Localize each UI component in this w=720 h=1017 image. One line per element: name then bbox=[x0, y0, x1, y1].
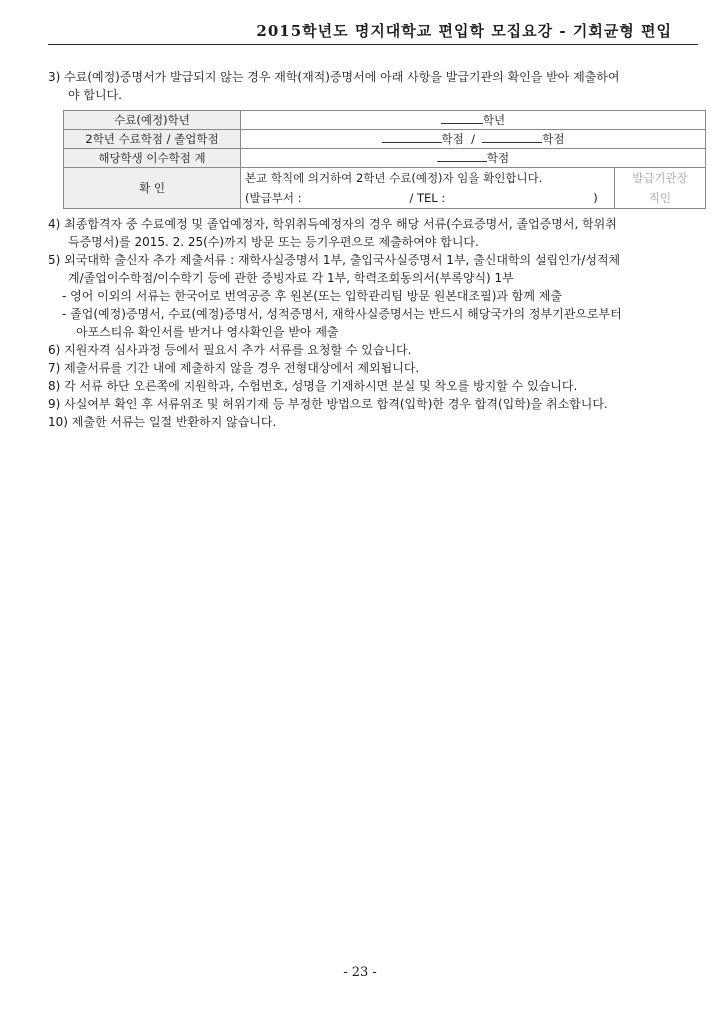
page-header-title: 2015학년도 명지대학교 편입학 모집요강 - 기회균형 편입 bbox=[256, 22, 672, 40]
header-rule bbox=[48, 44, 698, 45]
confirmation-table bbox=[63, 110, 706, 209]
section-3-line-1: 3) 수료(예정)증명서가 발급되지 않는 경우 재학(재적)증명서에 아래 사항을 발급기관의 확인을 받아 제출하여 bbox=[48, 70, 620, 84]
table-row bbox=[64, 168, 706, 209]
confirm-dept: (발급부서 : bbox=[245, 191, 302, 205]
blank-line bbox=[437, 149, 487, 162]
table-value bbox=[241, 130, 706, 149]
item-5-line-1: 5) 외국대학 출신자 추가 제출서류 : 재학사실증명서 1부, 출입국사실증명서 1부, 출신대학의 설립인가/성적체 bbox=[48, 253, 621, 267]
section-3-line-2: 야 합니다. bbox=[68, 88, 122, 102]
item-4-line-1: 4) 최종합격자 중 수료예정 및 졸업예정자, 학위취득예정자의 경우 해당 서류(수료증명서, 졸업증명서, 학위취 bbox=[48, 217, 617, 231]
list-item-continuation: 계/졸업이수학점/이수학기 등에 관한 증빙자료 각 1부, 학력조회동의서(부록양식) 1부 bbox=[68, 271, 514, 285]
list-item: 6) 지원자격 심사과정 등에서 필요시 추가 서류를 요청할 수 있습니다. bbox=[48, 343, 412, 357]
table-row bbox=[64, 130, 706, 149]
page-number: - 23 - bbox=[343, 965, 377, 980]
notes-list bbox=[48, 215, 700, 431]
table-label: 해당학생 이수학점 계 bbox=[64, 149, 241, 168]
sub-item: - 졸업(예정)증명서, 수료(예정)증명서, 성적증명서, 재학사실증명서는 반드시 해당국가의 정부기관으로부터 bbox=[62, 307, 622, 321]
confirm-label: 확 인 bbox=[64, 168, 241, 209]
document-body bbox=[48, 68, 700, 431]
table-label: 수료(예정)학년 bbox=[64, 111, 241, 130]
list-item: 9) 사실여부 확인 후 서류위조 및 허위기재 등 부정한 방법으로 합격(입학)한 경우 합격(입학)을 취소합니다. bbox=[48, 397, 608, 411]
confirm-tel: / TEL : bbox=[409, 191, 446, 205]
confirm-close: ) bbox=[593, 191, 598, 205]
blank-line bbox=[441, 111, 483, 124]
table-value bbox=[241, 149, 706, 168]
sub-item: - 영어 이외의 서류는 한국어로 번역공증 후 원본(또는 입학관리팀 방문 원본대조필)과 함께 제출 bbox=[62, 289, 562, 303]
table-row bbox=[64, 111, 706, 130]
list-item-continuation: 득증명서)를 2015. 2. 25(수)까지 방문 또는 등기우편으로 제출하여야 합니다. bbox=[68, 235, 479, 249]
blank-line bbox=[382, 130, 442, 143]
list-item: 8) 각 서류 하단 오른쪽에 지원학과, 수험번호, 성명을 기재하시면 분실 및 착오를 방지할 수 있습니다. bbox=[48, 379, 578, 393]
unit-text: 학점 bbox=[441, 132, 464, 146]
list-item: 10) 제출한 서류는 일절 반환하지 않습니다. bbox=[48, 415, 277, 429]
unit-text: 학점 bbox=[542, 132, 565, 146]
sub-item-continuation: 아포스티유 확인서를 받거나 영사확인을 받아 제출 bbox=[76, 325, 339, 339]
seal-line-2: 직인 bbox=[648, 191, 672, 205]
table-label: 2학년 수료학점 / 졸업학점 bbox=[64, 130, 241, 149]
unit-text: 학점 bbox=[486, 151, 510, 165]
unit-text: 학년 bbox=[482, 113, 506, 127]
separator-text: / bbox=[471, 132, 475, 146]
list-item: 7) 제출서류를 기간 내에 제출하지 않을 경우 전형대상에서 제외됩니다. bbox=[48, 361, 420, 375]
section-3-text bbox=[48, 68, 700, 104]
official-seal-cell bbox=[615, 168, 706, 209]
table-row bbox=[64, 149, 706, 168]
list-item bbox=[48, 251, 700, 269]
blank-line bbox=[482, 130, 542, 143]
table-value bbox=[241, 111, 706, 130]
confirm-statement bbox=[241, 168, 615, 209]
seal-line-1: 발급기관장 bbox=[632, 171, 688, 185]
confirm-line-1: 본교 학칙에 의거하여 2학년 수료(예정)자 임을 확인합니다. bbox=[245, 171, 543, 185]
list-item bbox=[48, 215, 700, 233]
